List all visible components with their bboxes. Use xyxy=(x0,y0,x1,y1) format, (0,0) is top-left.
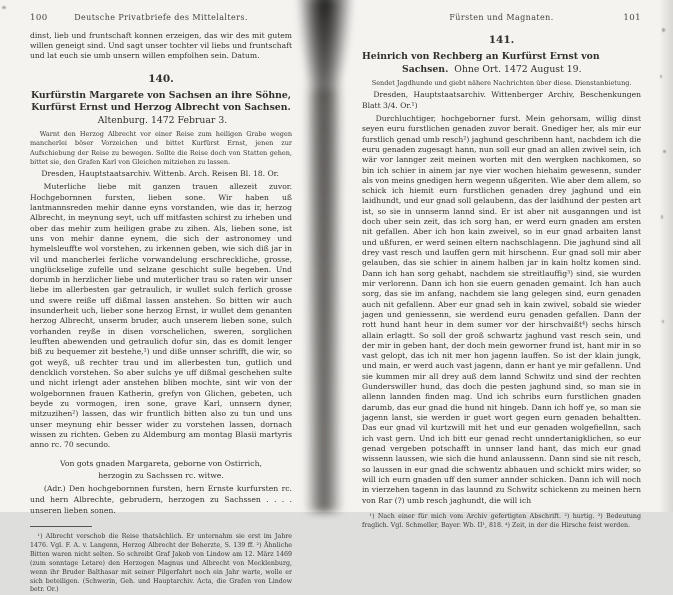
letter-141-title-parties: Heinrich von Rechberg an Kurfürst Ernst von Sachsen. xyxy=(362,51,600,75)
letter-141-summary: Sendet Jagdhunde und giebt nähere Nachrichten über diese. Dienstanbietung. xyxy=(371,79,632,88)
left-page xyxy=(0,0,314,594)
left-running-title: Deutsche Privatbriefe des Mittelalters. xyxy=(74,13,248,22)
letter-141-number: 141. xyxy=(488,34,515,46)
scan-noise-speck xyxy=(660,75,662,78)
right-running-title: Fürsten und Magnaten. xyxy=(449,13,554,22)
letter-141-title xyxy=(362,51,641,76)
right-running-head xyxy=(362,13,641,23)
footnote-separator-rule xyxy=(30,526,92,527)
scan-noise-speck xyxy=(662,28,665,32)
letter-141-place-date: Ohne Ort. 1472 August 19. xyxy=(454,63,582,75)
letter-140-place-date: Altenburg. 1472 Februar 3. xyxy=(97,114,228,126)
left-running-head xyxy=(30,13,292,23)
scan-noise-speck xyxy=(661,215,663,219)
right-page xyxy=(340,0,673,530)
left-page-footnotes: ¹) Albrecht verschob die Reise thatsächlich. Er unternahm sie erst im Jahre 1476. Vgl. F. A. v. Langenn, Herzog Albrecht der Beherzte, S. 139 ff. ²) Ähnliche Bitten waren nicht selten. So schreibt Graf Jakob von Lindow am 12. März 1469 (zum sonntage Letare) den Herzogen Magnus und Albrecht von Mecklenburg, wenn ihr Bruder Balthasar mit seiner Pilgerfahrt noch ein Jahr warte, wolle er sich beteiligen. (Schwerin, Geh. und Hauptarchiv. Acta, die Grafen von Lindow betr. Or.) xyxy=(30,532,292,594)
gutter-shadow-lower xyxy=(312,90,336,512)
letter-140-title-parties: Kurfürstin Margarete von Sachsen an ihre Söhne, Kurfürst Ernst und Herzog Albrecht von Sachsen. xyxy=(30,89,292,114)
scan-noise-speck xyxy=(2,6,6,9)
letter-141-archive-ref: Dresden, Hauptstaatsarchiv. Wittenberger Archiv, Beschenkungen Blatt 3/4. Or.¹) xyxy=(362,90,641,110)
signature-line-2: herzogin zu Sachssen rc. witwe. xyxy=(98,470,224,480)
letter-140-signature xyxy=(30,458,292,481)
right-page-number: 101 xyxy=(623,13,641,23)
scan-noise-speck xyxy=(662,320,664,323)
letter-140-title xyxy=(30,90,292,128)
letter-140-address: (Adr.) Den hochgebornnen fursten, hern Ernste kurfursten rc. und hern Albrechte, gebrudern, herzogen zu Sachssen . . . . unseren lieben sonen. xyxy=(30,484,292,515)
letter-140-body: Muterliche liebe mit ganzen trauen allezeit zuvor. Hochgebornnen fursten, lieben sone. Wir haben uß lantmannsreden mehir danne eyns vorstanden, wie das ir, herzog Albrecht, in meynung seyt, uch uff mitfasten schirst zu irheben und ober das mehir zum heiligen grabe zu zihen. Als, lieben sone, ist uns von mehir danne eynem, die sich der astronomey und hymelsleuffte wol vorstehen, zu irkennen geben, wie sich diß jar in vil und mancherlei ferliche vorwandelung erschreckliche, grosse, unglückselige zufelle und selzane geschicht sulle begeben. Und dorumb in herzlicher liebe und muterlicher trau so raten wir unser liebe im allerbesten gar getraulich, ir wullet sulch ferlich grosse und swere reiße uff dißmal lassen anstehen. So bitten wir auch insunderheit uch, lieber sone herzog Ernst, ir wullet dem genanten herzog Albrecht, unserm bruder, auch unserem lieben sone, sulch vorhanden reyße in disen vorschelichen, sweren, sorglichen leufften abewenden und getraulich dofur sin, das es domit lenger biß zu bequemer zit bestehe,¹) und diße unnser schrifft, die wir, so got weyß, uß rechter trau und im allerbesten tun, gutlich und dencklich vorstehen. So aber sulchs ye uff dißmal geschehen sulte und nicht irlengt ader anstehen bliben mochte, sint wir von der wolgebornnen frauen Katherin, grefyn von Glichen, gebeten, uch beyde zu vormogen, iren sone, grave Karl, unnsern dyner, mitzuzihen²) lassen, das wir fruntlich bitten also zu tun und uns unser meynung ehir besser wider zu vorstehen lassen, dornach wissen zu richten. Geben zu Aldemburg am montag Blasii martyris anno rc. 70 secundo. xyxy=(30,182,292,450)
letter-139-continuation: dinst, lieb und fruntschaft konnen erzeigen, das wir des mit gutem willen geneigt sind. Und sagt unser tochter vil liebs und fruntschaft und lat euch sie umb unsern willen empfolhen sein. Datum. xyxy=(30,30,292,61)
letter-141-body: Durchluchtiger, hochgeborner furst. Mein gehorsam, willig dinst seyen euru furstlichen genaden zuvor berait. Gnediger her, als mir eur furstlich genad umb resch²) jaghund geschribenn hant, nachdem ich die euru genaden zugesagt hann, nun soll eur gnad an allen zwivel sein, ich wär vor lannger zeit meinen worten mit den wergken nachkomen, so bin ich schier in ainem jar nye vier wochen hiehaim gewesenn, sunder als von meins gnedigen hern wegenn ußgeriten. Wie aber dem allem, so schick ich hiemit eurn furstlichen genaden drey jaghund und ein laidhundt, und eur gnad soll gelaubenn, das der laidhund der pesten art ist, so sie in unnserm lannd sind. Er ist aber nit ausganngen und ist doch uber sein zeit, das ich sorg han, er werd eurn gnaden am ersten nit gefallen. Aber ich hon kain zweivel, so in eur gnad arbaiten lanst und ußfuren, er werd seinen eltern nachschlagenn. Die jaghund sind all drey vast resch und lauffen gern mit hirschenn. Eur gnad soll mir aber gelauben, das sie schier in ainem halben jar in kain holtz komen sind. Dann ich han sorg gehabt, nachdem sie streitlauffig³) sind, sie wurden mir verlorenn. Dann ich hon sie euern genaden gemaint. Ich han auch sorg, das sie im anfang, nachdem sie lang gelegen sind, eurn genaden auch nit gefallenn. Aber eur gnad seh in kain zwivel, sobald sie wieder jagen und geniessenn, sie werdend euru genaden gefallen. Dann der rott hund hant heur in dem sumer vor der hirschvaißt⁴) sechs hirsch allain erlagtt. So soll der groß schwartz jaghund vast resch sein, und der mir in geben hant, der doch mein geworner frund ist, hant mir in so vast gelopt, das ich nit mer hon jagenn lauffen. So ist der klain jungk, und main, er werd auch vast jagenn, dann er hant ye mir gefallenn. Und sie kummen mir all drey auß dem lannd Schwitz und sind der rechten Gunderswiller hund, das doch die pesten jaghund sind, so man sie in allenn lannden finden mag. Und ich schribs eurn furstlichen gnaden darumb, das eur gnad die hund nit hingeb. Dann ich hoff ye, so man sie jagenn lanst, sie werden ir guet wort gegen eurn genaden behaltten. Das eur gnad vil kurtzwill mit het und eur genaden wolgefiellnn, sach ich vast gern. Und ich bitt eur genad recht unndertanigklichen, so eur genad vergeben potschafft in unnser land hant, das mich eur gnad wissenn laussen, wie sich die hund anlaussenn. Dann sind sie nit resch, so laussen in eur gnad die schwentz abhauen und schickt mirs wider, so will ich eurn gnaden uff den sumer annder schicken. Dann ich will noch in vierzehen tagenn in das launnd zu Schwitz schickenn zu meinen hern von Rar (?) umb resch jaghundt, die will ich xyxy=(362,113,641,505)
letter-140-archive-ref: Dresden, Hauptstaatsarchiv. Wittenb. Arch. Reisen Bl. 18. Or. xyxy=(41,169,279,179)
gutter-shadow-top xyxy=(296,0,354,102)
letter-140-number: 140. xyxy=(148,72,174,85)
letter-140-summary: Warnt den Herzog Albrecht vor einer Reise zum heiligen Grabe wegen mancherlei böser Vorzeichen und bittet Kurfürst Ernst, jenen zur Aufschiebung der Reise zu bewegen. Sollte die Reise doch von Statten gehen, bittet sie, den Grafen Karl von Gleichen mitziehen zu lassen. xyxy=(30,130,292,166)
scan-noise-speck xyxy=(663,150,666,153)
left-page-number: 100 xyxy=(30,13,48,23)
right-page-footnotes: ¹) Nach einer für mich vom Archiv gefertigten Abschrift. ²) hurtig. ³) Bedeutung fraglich. Vgl. Schmeller, Bayer. Wb. II¹, 818. ⁴) Zeit, in der die Hirsche feist werden. xyxy=(362,513,641,530)
signature-line-1: Von gots gnaden Margareta, geborne von Ostirrich, xyxy=(60,459,262,469)
